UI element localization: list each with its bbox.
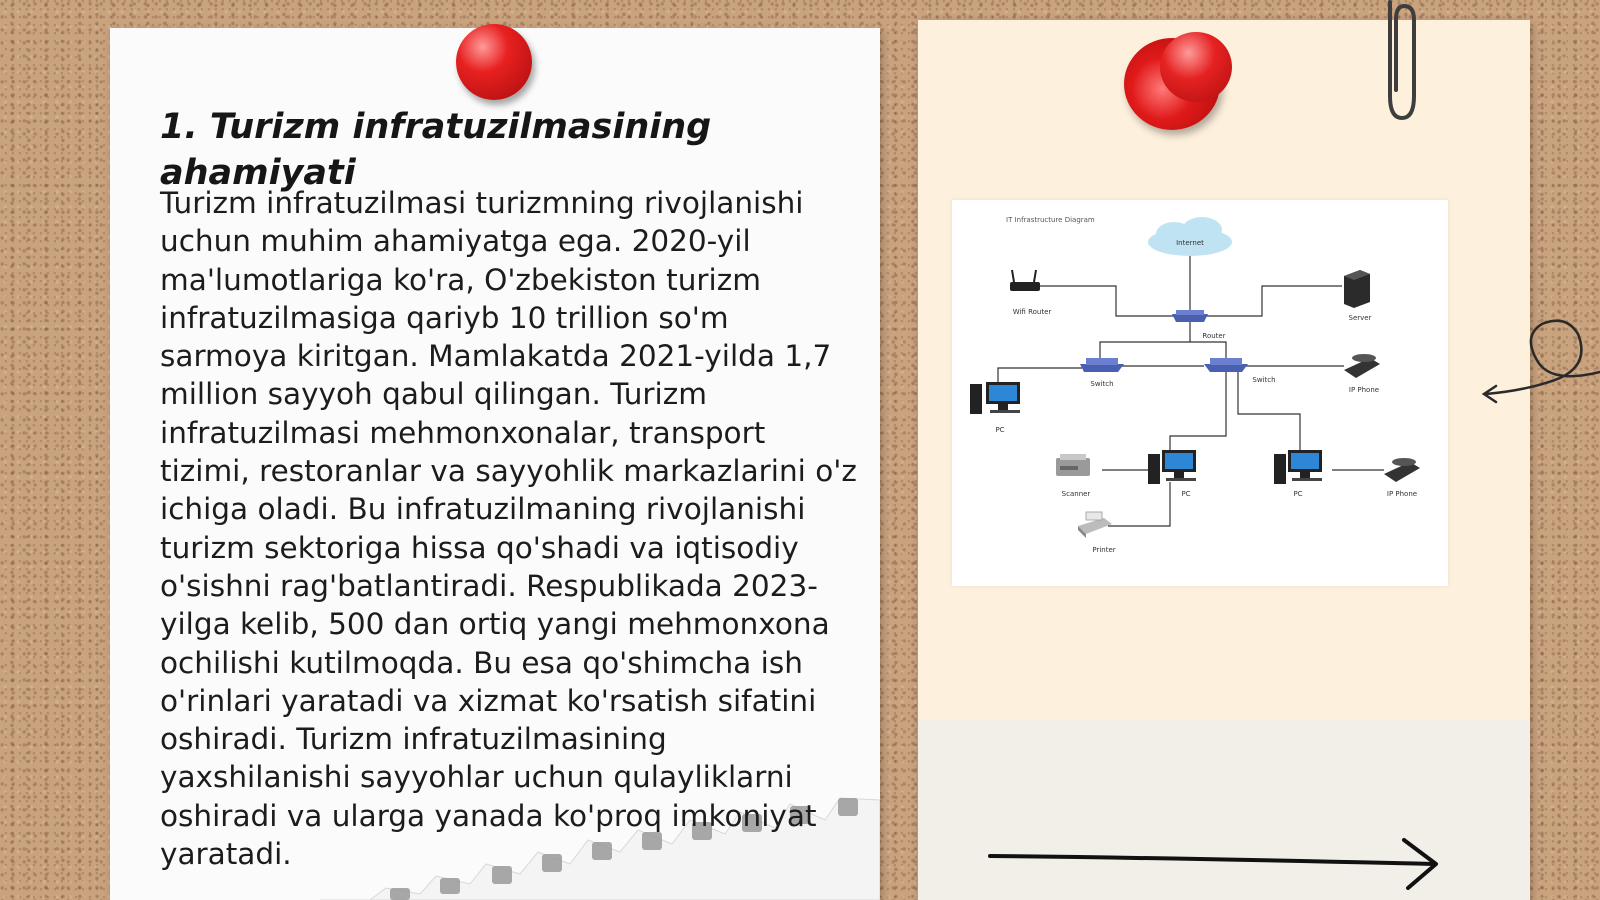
pc-center-icon: [1148, 450, 1196, 484]
label-printer: Printer: [1092, 546, 1116, 554]
label-internet: Internet: [1176, 239, 1204, 247]
internet-cloud-icon: [1148, 217, 1232, 256]
wifi-router-icon: [1010, 270, 1040, 291]
slide-body-text: Turizm infratuzilmasi turizmning rivojlanishi uchun muhim ahamiyatga ega. 2020-yil ma'lumotlariga ko'ra, O'zbekiston turizm infratuzilmasiga qariyb 10 trillion so'm sarmoya kiritgan. Mamlakatda 2021-yilda 1,7 million sayyoh qabul qilingan. Turizm infratuzilmasi mehmonxonalar, transport tizimi, restoranlar va sayyohlik markazlarini o'z ichiga oladi. Bu infratuzilmaning rivojlanishi turizm sektoriga hissa qo'shadi va iqtisodiy o'sishni rag'batlantiradi. Respublikada 2023-yilga kelib, 500 dan ortiq yangi mehmonxona ochilishi kutilmoqda. Bu esa qo'shimcha ish o'rinlari yaratadi va xizmat ko'rsatish sifatini oshiradi. Turizm infratuzilmasining yaxshilanishi sayyohlar uchun qulayliklarni oshiradi va ularga yanada ko'proq imkoniyat yaratadi.: [160, 186, 857, 872]
pc-right-icon: [1274, 450, 1322, 484]
switch-left-icon: [1080, 358, 1124, 372]
paper-clip-icon: [1376, 0, 1420, 124]
label-router: Router: [1202, 332, 1226, 340]
server-icon: [1344, 270, 1370, 308]
curly-arrow-icon: [1480, 312, 1600, 412]
network-diagram: [952, 200, 1448, 586]
label-pc-left: PC: [995, 426, 1005, 434]
pc-left-icon: [970, 382, 1020, 414]
label-ip-phone-bottom: IP Phone: [1386, 490, 1418, 498]
network-diagram-svg: [952, 200, 1448, 586]
printer-icon: [1078, 512, 1112, 538]
push-pin-icon: [1160, 32, 1232, 102]
ip-phone-top-icon: [1344, 354, 1380, 378]
switch-right-icon: [1204, 358, 1248, 372]
push-pin-icon: [456, 24, 532, 100]
label-pc-right: PC: [1293, 490, 1303, 498]
label-pc-center: PC: [1181, 490, 1191, 498]
scanner-icon: [1056, 454, 1090, 476]
label-switch-right: Switch: [1252, 376, 1276, 384]
label-switch-left: Switch: [1090, 380, 1114, 388]
router-icon: [1172, 310, 1208, 322]
ip-phone-bottom-icon: [1384, 458, 1420, 482]
label-ip-phone-top: IP Phone: [1348, 386, 1380, 394]
diagram-title: IT Infrastructure Diagram: [1006, 216, 1095, 224]
label-wifi-router: Wifi Router: [1012, 308, 1052, 316]
label-server: Server: [1348, 314, 1372, 322]
diagram-connections: [998, 256, 1384, 526]
long-arrow-icon: [984, 834, 1454, 894]
label-scanner: Scanner: [1061, 490, 1091, 498]
slide-title: 1. Turizm infratuzilmasining ahamiyati: [160, 107, 712, 193]
